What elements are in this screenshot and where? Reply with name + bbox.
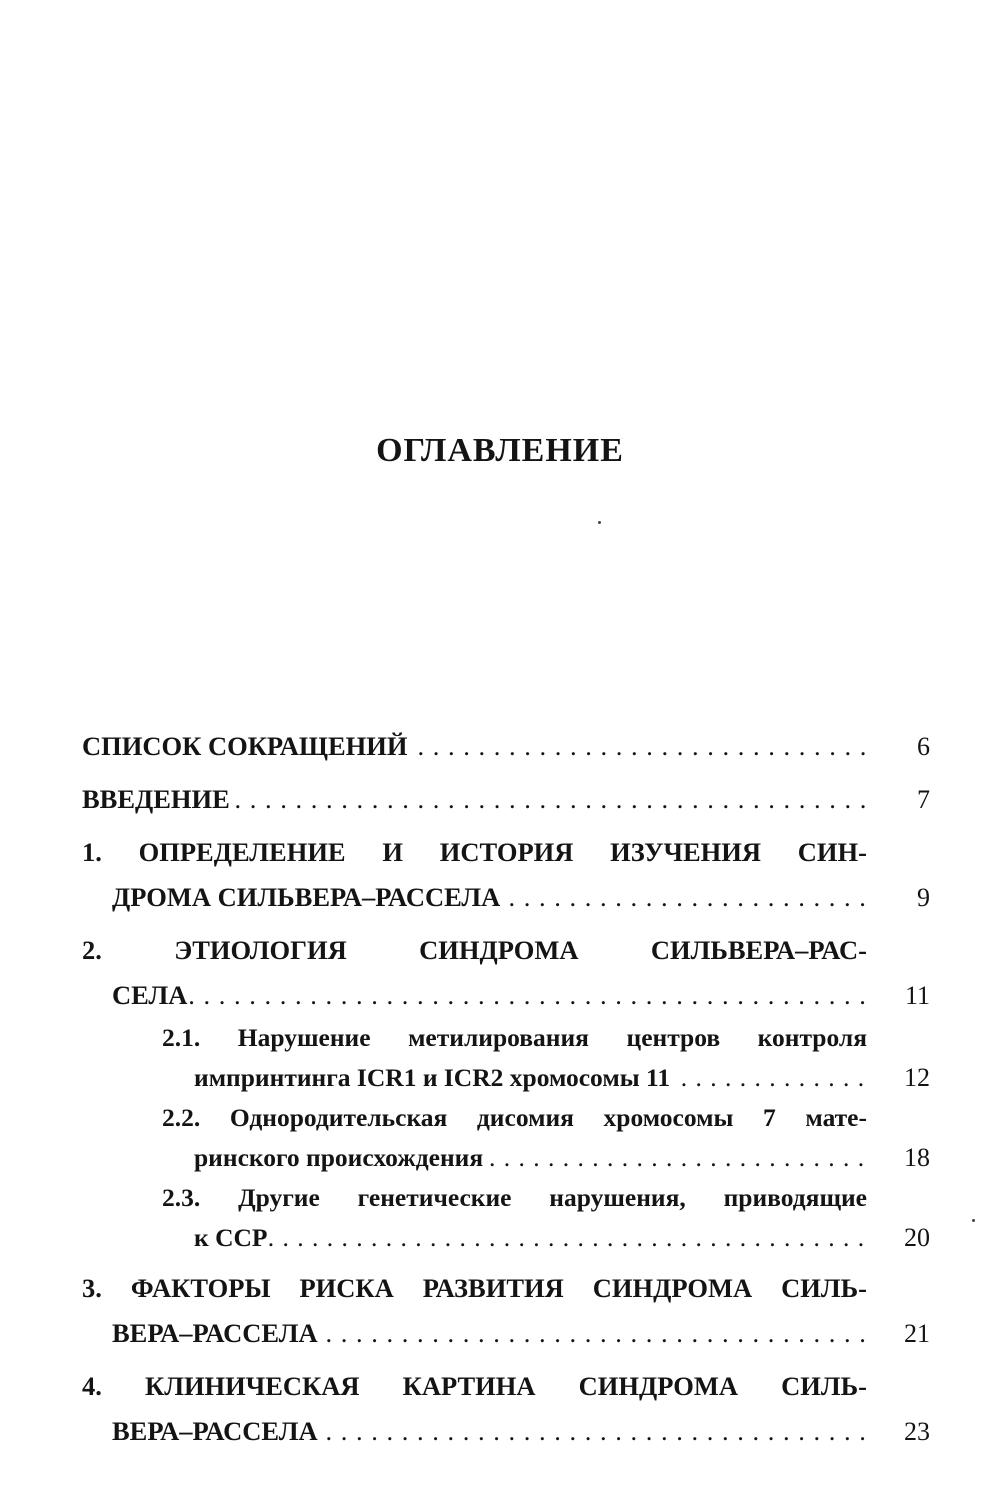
print-speck <box>972 1219 975 1222</box>
toc-entry-introduction <box>82 777 930 822</box>
toc-page-number: 23 <box>904 1417 930 1446</box>
toc-entry-chapter-1 <box>82 830 930 920</box>
toc-entry-chapter-2 <box>82 928 930 1018</box>
toc-entry-title-cont: ДРОМА СИЛЬВЕРА–РАССЕЛА <box>112 882 501 912</box>
print-speck <box>598 521 601 524</box>
toc-entry-chapter-3 <box>82 1266 930 1356</box>
toc-page-number: 9 <box>917 883 930 912</box>
toc-page-number: 12 <box>904 1063 930 1092</box>
toc-entry-section-2-2 <box>82 1098 930 1178</box>
toc-page-number: 11 <box>904 981 930 1010</box>
toc-entry-title-cont: ринского происхождения <box>194 1143 484 1172</box>
toc-page-number: 18 <box>904 1143 930 1172</box>
toc-entry-title-cont: ВЕРА–РАССЕЛА <box>112 1318 318 1348</box>
toc-page-number: 20 <box>904 1223 930 1252</box>
toc-entry-title-cont: к ССР <box>194 1223 268 1252</box>
toc-entry-title: 2. ЭТИОЛОГИЯ СИНДРОМА СИЛЬВЕРА–РАС- <box>82 935 867 965</box>
toc-entry-title: ВВЕДЕНИЕ <box>82 784 230 814</box>
toc-entry-title-cont: импринтинга ICR1 и ICR2 хромосомы 11 <box>194 1063 671 1092</box>
toc-entry-title: 1. ОПРЕДЕЛЕНИЕ И ИСТОРИЯ ИЗУЧЕНИЯ СИН- <box>82 837 867 867</box>
toc-page-number: 6 <box>917 732 930 761</box>
toc-page-number: 21 <box>904 1319 930 1348</box>
toc-entry-title: 2.2. Однородительская дисомия хромосомы 7 мате- <box>162 1103 867 1132</box>
toc-entry-title-cont: СЕЛА <box>112 980 188 1010</box>
toc-entry-title: 2.1. Нарушение метилирования центров контроля <box>162 1023 867 1052</box>
toc-entry-title: 3. ФАКТОРЫ РИСКА РАЗВИТИЯ СИНДРОМА СИЛЬ- <box>82 1273 867 1303</box>
page-title: ОГЛАВЛЕНИЕ <box>376 432 624 469</box>
toc-page-number: 7 <box>917 785 930 814</box>
toc-entry-title-cont: ВЕРА–РАССЕЛА <box>112 1416 318 1446</box>
toc-entry-title: СПИСОК СОКРАЩЕНИЙ <box>82 731 408 761</box>
toc-entry-abbreviations <box>82 724 930 769</box>
toc-entry-title: 4. КЛИНИЧЕСКАЯ КАРТИНА СИНДРОМА СИЛЬ- <box>82 1371 867 1401</box>
toc-entry-section-2-1 <box>82 1018 930 1098</box>
toc-entry-chapter-4 <box>82 1364 930 1454</box>
toc-entry-title: 2.3. Другие генетические нарушения, приводящие <box>162 1183 867 1212</box>
table-of-contents <box>82 724 930 1454</box>
toc-entry-section-2-3 <box>82 1178 930 1258</box>
